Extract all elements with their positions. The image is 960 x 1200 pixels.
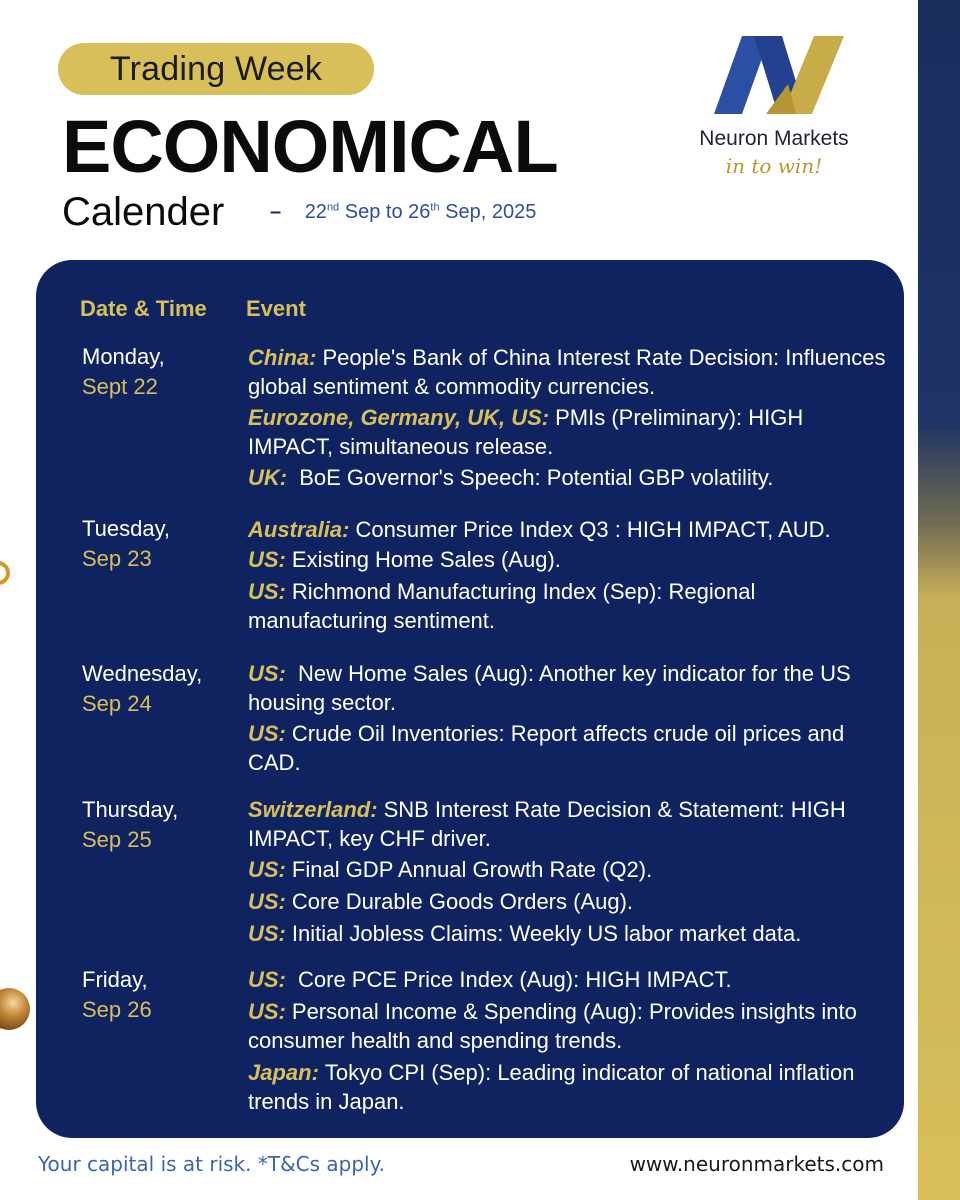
- event-item: [248, 919, 888, 948]
- event-region: US:: [248, 967, 286, 992]
- day-tuesday: [82, 514, 170, 574]
- decorative-ring: [0, 561, 10, 585]
- event-item: [248, 463, 888, 492]
- start-month: Sep: [344, 201, 381, 223]
- event-text: Initial Jobless Claims: Weekly US labor market data.: [291, 921, 802, 946]
- event-region: US:: [248, 661, 286, 686]
- event-region: US:: [248, 999, 286, 1024]
- day-name: Wednesday,: [82, 661, 203, 686]
- column-header-event: Event: [246, 296, 306, 321]
- day-date: Sep 25: [82, 827, 152, 852]
- event-item: [248, 343, 888, 401]
- logo-brand-name: Neuron Markets: [699, 127, 849, 150]
- date-range: [270, 201, 536, 224]
- event-item: [248, 1058, 888, 1116]
- column-header-date: Date & Time: [80, 296, 207, 321]
- event-item: [248, 997, 888, 1055]
- decorative-side-stripe: [918, 0, 960, 1200]
- event-region: US:: [248, 721, 286, 746]
- end-date: Sep, 2025: [445, 201, 537, 223]
- logo-tagline: in to win!: [725, 154, 823, 178]
- decorative-gold-sphere: [0, 988, 30, 1030]
- event-item: [248, 719, 888, 777]
- logo-mark-icon: [714, 36, 844, 118]
- start-day: 22: [304, 201, 327, 223]
- event-text: New Home Sales (Aug): Another key indicator for the US housing sector.: [248, 661, 851, 715]
- event-item: [248, 577, 888, 635]
- event-text: SNB Interest Rate Decision & Statement: HIGH IMPACT, key CHF driver.: [248, 797, 846, 851]
- day-monday: [82, 342, 165, 402]
- trading-week-badge: [58, 43, 374, 95]
- day-wednesday: [82, 659, 202, 719]
- event-item: [248, 795, 888, 853]
- event-text: Core PCE Price Index (Aug): HIGH IMPACT.: [291, 967, 732, 992]
- event-text: PMIs (Preliminary): HIGH IMPACT, simultaneous release.: [248, 405, 804, 459]
- website-link[interactable]: www.neuronmarkets.com: [629, 1152, 884, 1176]
- day-date: Sep 24: [82, 691, 152, 716]
- event-text: Crude Oil Inventories: Report affects crude oil prices and CAD.: [248, 721, 845, 775]
- day-date: Sep 23: [82, 546, 152, 571]
- page-title: ECONOMICAL: [62, 105, 558, 188]
- risk-disclaimer: Your capital is at risk. *T&Cs apply.: [38, 1152, 385, 1176]
- event-region: Switzerland:: [248, 797, 378, 822]
- event-item: [248, 403, 888, 461]
- day-friday: [82, 965, 152, 1025]
- event-item: [248, 659, 888, 717]
- day-name: Monday,: [82, 344, 165, 369]
- event-region: US:: [248, 579, 286, 604]
- end-suffix: th: [430, 201, 440, 214]
- event-region: Eurozone, Germany, UK, US:: [248, 405, 550, 430]
- end-day: 26: [408, 201, 431, 223]
- event-text: Personal Income & Spending (Aug): Provides insights into consumer health and spending trends.: [248, 999, 857, 1053]
- event-text: Existing Home Sales (Aug).: [291, 547, 561, 572]
- date-range-dash: –: [270, 201, 282, 223]
- event-item: [248, 855, 888, 884]
- event-text: Consumer Price Index Q3 : HIGH IMPACT, AUD.: [355, 517, 831, 542]
- event-region: UK:: [248, 465, 288, 490]
- range-to: to: [385, 201, 403, 223]
- event-item: [248, 545, 888, 574]
- day-name: Friday,: [82, 967, 148, 992]
- event-region: US:: [248, 921, 286, 946]
- day-date: Sept 22: [82, 374, 158, 399]
- event-item: [248, 887, 888, 916]
- event-text: People's Bank of China Interest Rate Decision: Influences global sentiment & commodity currencies.: [248, 345, 886, 399]
- neuron-markets-logo: [684, 36, 864, 186]
- event-region: China:: [248, 345, 317, 370]
- event-text: BoE Governor's Speech: Potential GBP volatility.: [293, 465, 774, 490]
- event-text: Richmond Manufacturing Index (Sep): Regional manufacturing sentiment.: [248, 579, 756, 633]
- event-region: US:: [248, 889, 286, 914]
- event-region: US:: [248, 547, 286, 572]
- day-name: Thursday,: [82, 797, 179, 822]
- event-region: Australia:: [248, 517, 350, 542]
- event-item: [248, 515, 888, 544]
- trading-week-label: Trading Week: [109, 49, 323, 88]
- event-text: Tokyo CPI (Sep): Leading indicator of national inflation trends in Japan.: [248, 1060, 855, 1114]
- event-item: [248, 965, 888, 994]
- event-text: Core Durable Goods Orders (Aug).: [291, 889, 634, 914]
- day-date: Sep 26: [82, 997, 152, 1022]
- event-region: Japan:: [248, 1060, 319, 1085]
- event-region: US:: [248, 857, 286, 882]
- start-suffix: nd: [326, 201, 340, 214]
- day-thursday: [82, 795, 178, 855]
- day-name: Tuesday,: [82, 516, 171, 541]
- page-subtitle: Calender: [62, 190, 225, 234]
- event-text: Final GDP Annual Growth Rate (Q2).: [291, 857, 653, 882]
